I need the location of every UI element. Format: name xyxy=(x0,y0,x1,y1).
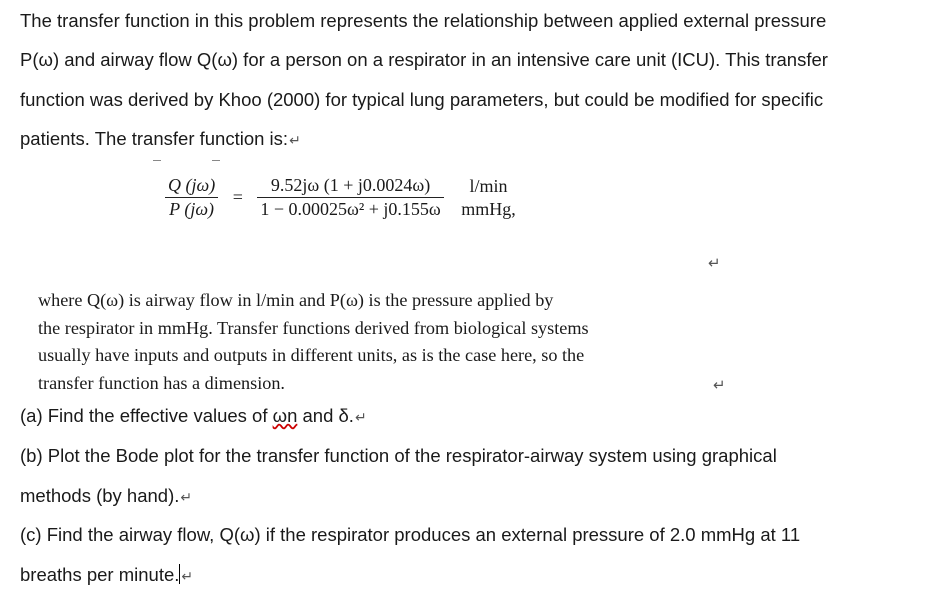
quote-line-1: where Q(ω) is airway flow in l/min and P(ω) is the pressure applied by xyxy=(38,290,554,310)
question-a-end: and δ. xyxy=(297,405,354,426)
intro-line-3: function was derived by Khoo (2000) for typical lung parameters, but could be modified for specific xyxy=(20,89,824,110)
paragraph-mark-icon: ↵ xyxy=(354,410,367,426)
quote-line-4: transfer function has a dimension. xyxy=(38,372,285,393)
transfer-function-equation xyxy=(165,175,519,220)
question-c-line-1: (c) Find the airway flow, Q(ω) if the respirator produces an external pressure of 2.0 mmHg at 11 xyxy=(20,524,801,545)
lhs-fraction xyxy=(165,175,218,220)
anchor-tick-left xyxy=(153,160,161,161)
intro-line-1: The transfer function in this problem represents the relationship between applied external pressure xyxy=(20,10,827,31)
lhs-denominator: P (jω) xyxy=(169,199,215,219)
lhs-numerator: Q (jω) xyxy=(165,175,218,198)
unit-numerator: l/min xyxy=(469,175,508,196)
intro-line-4 xyxy=(20,128,301,150)
unit-denominator xyxy=(458,198,519,220)
anchor-tick-right xyxy=(212,160,220,161)
quote-line-2: the respirator in mmHg. Transfer functions derived from biological systems xyxy=(38,317,589,338)
equals-sign: = xyxy=(232,187,243,207)
paragraph-mark-icon: ↵ xyxy=(713,376,726,394)
rhs-denominator: 1 − 0.00025ω² + j0.155ω xyxy=(260,199,441,219)
intro-line-4-text: patients. The transfer function is: xyxy=(20,128,289,149)
question-b-line-1: (b) Plot the Bode plot for the transfer function of the respirator-airway system using graphical xyxy=(20,445,777,466)
question-a-text: (a) Find the effective values of xyxy=(20,405,273,426)
question-c-line-2-text: breaths per minute. xyxy=(20,564,180,585)
equation-trailing-comma: , xyxy=(511,198,516,219)
quoted-paragraph xyxy=(38,287,728,397)
question-c-line-2[interactable] xyxy=(20,564,193,586)
rhs-fraction xyxy=(257,175,443,220)
paragraph-mark-icon: ↵ xyxy=(181,569,194,585)
paragraph-mark-icon: ↵ xyxy=(708,254,721,272)
paragraph-mark-icon: ↵ xyxy=(180,490,193,506)
unit-denominator-text: mmHg xyxy=(461,198,512,219)
rhs-numerator: 9.52jω (1 + j0.0024ω) xyxy=(257,175,443,198)
unit-fraction xyxy=(458,176,519,220)
quote-line-3: usually have inputs and outputs in different units, as is the case here, so the xyxy=(38,345,585,365)
intro-line-2: P(ω) and airway flow Q(ω) for a person on a respirator in an intensive care unit (ICU). This transfer xyxy=(20,49,828,70)
paragraph-mark-icon: ↵ xyxy=(289,133,301,149)
question-b-line-2-text: methods (by hand). xyxy=(20,485,180,506)
question-a xyxy=(20,405,367,427)
omega-n-symbol: ωn xyxy=(272,405,298,426)
question-b-line-2 xyxy=(20,485,192,507)
